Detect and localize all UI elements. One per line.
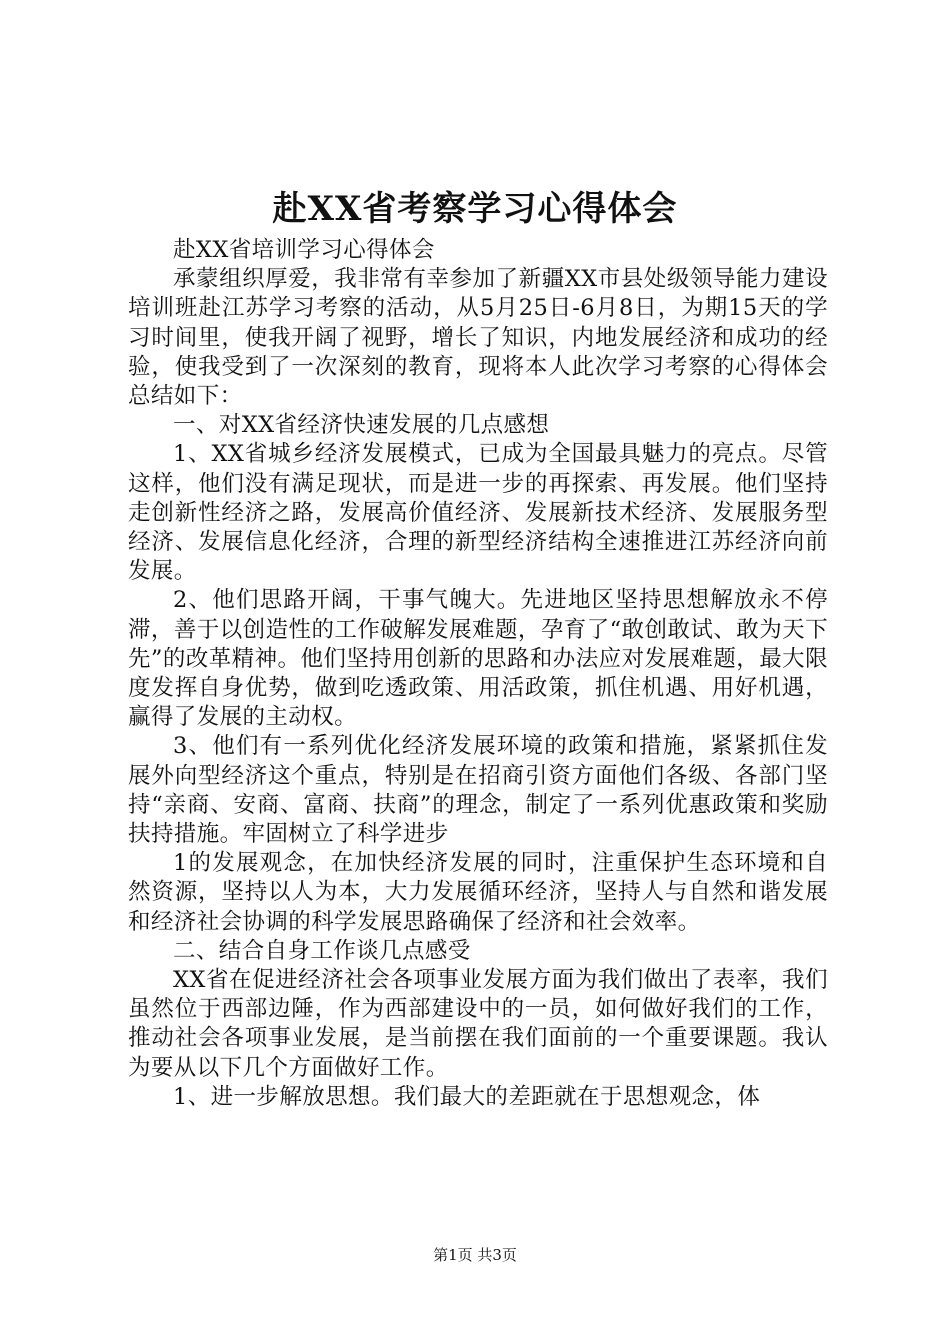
- page-footer: 第1页 共3页: [433, 1246, 517, 1264]
- section-heading-1: 一、对XX省经济快速发展的几点感想: [173, 412, 550, 439]
- paragraph-point-3: 3、他们有一系列优化经济发展环境的政策和措施，紧紧抓住发展外向型经济这个重点，特别是在招商引资方面他们各级、各部门坚持“亲商、安商、富商、扶商”的理念，制定了一系列优惠政策和奖励扶持措施。牢固树立了科学进步: [128, 733, 828, 848]
- paragraph-subtitle: 赴XX省培训学习心得体会: [173, 237, 435, 263]
- paragraph-section-2-intro: XX省在促进经济社会各项事业发展方面为我们做出了表率，我们虽然位于西部边陲，作为西部建设中的一员，如何做好我们的工作，推动社会各项事业发展，是当前摆在我们面前的一个重要课题。我认为要从以下几个方面做好工作。: [128, 967, 828, 1081]
- document-title: 赴XX省考察学习心得体会: [272, 189, 678, 229]
- paragraph-intro: 承蒙组织厚爱，我非常有幸参加了新疆XX市县处级领导能力建设培训班赴江苏学习考察的活动，从5月25日-6月8日，为期15天的学习时间里，使我开阔了视野，增长了知识，内地发展经济和成功的经验，使我受到了一次深刻的教育，现将本人此次学习考察的心得体会总结如下：: [128, 266, 828, 410]
- document-body: [128, 236, 828, 1112]
- paragraph-point-2: 2、他们思路开阔，干事气魄大。先进地区坚持思想解放永不停滞，善于以创造性的工作破解发展难题，孕育了“敢创敢试、敢为天下先”的改革精神。他们坚持用创新的思路和办法应对发展难题，最大限度发挥自身优势，做到吃透政策、用活政策，抓住机遇、用好机遇，赢得了发展的主动权。: [128, 587, 828, 731]
- section-heading-2: 二、结合自身工作谈几点感受: [173, 937, 471, 964]
- paragraph-point-1: 1、XX省城乡经济发展模式，已成为全国最具魅力的亮点。尽管这样，他们没有满足现状，而是进一步的再探索、再发展。他们坚持走创新性经济之路，发展高价值经济、发展新技术经济、发展服务型经济、发展信息化经济，合理的新型经济结构全速推进江苏经济向前发展。: [128, 441, 828, 585]
- paragraph-section-2-point-1: 1、进一步解放思想。我们最大的差距就在于思想观念，体: [173, 1083, 761, 1110]
- paragraph-point-3-continued: 1的发展观念，在加快经济发展的同时，注重保护生态环境和自然资源，坚持以人为本，大力发展循环经济，坚持人与自然和谐发展和经济社会协调的科学发展思路确保了经济和社会效率。: [128, 850, 828, 935]
